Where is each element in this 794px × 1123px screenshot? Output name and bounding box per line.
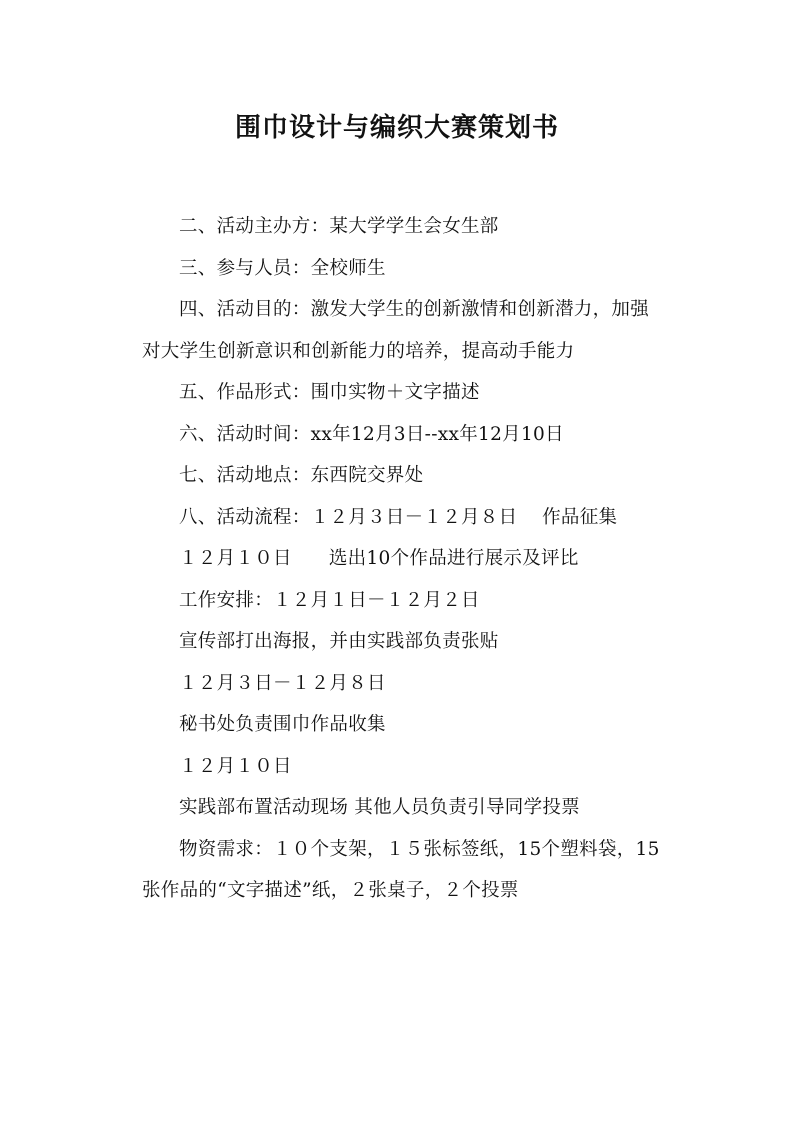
paragraph-collection: 秘书处负责围巾作品收集: [179, 714, 386, 735]
paragraph-participants: 三、参与人员：全校师生: [179, 257, 386, 279]
paragraph-materials: 物资需求：１０个支架，１５张标签纸，15个塑料袋，15张作品的“文字描述”纸，２张桌子，２个投票: [142, 838, 660, 901]
paragraph-date-dec10: １２月１０日: [179, 755, 292, 777]
paragraph-venue-setup: 实践部布置活动现场 其他人员负责引导同学投票: [179, 797, 580, 818]
paragraph-work-arrangement: 工作安排：１２月１日－１２月２日: [179, 589, 480, 611]
paragraph-time: 六、活动时间：xx年12月3日--xx年12月10日: [179, 423, 564, 445]
paragraph-work-form: 五、作品形式：围巾实物＋文字描述: [179, 382, 480, 403]
paragraph-process-dec10: １２月１０日 选出10个作品进行展示及评比: [179, 548, 579, 569]
paragraph-location: 七、活动地点：东西院交界处: [179, 465, 424, 486]
paragraph-process: 八、活动流程：１２月３日－１２月８日 作品征集: [179, 506, 618, 528]
paragraph-publicity: 宣传部打出海报，并由实践部负责张贴: [179, 631, 499, 652]
paragraph-purpose: 四、活动目的：激发大学生的创新激情和创新潜力，加强对大学生创新意识和创新能力的培养，提高动手能力: [142, 299, 650, 362]
paragraph-organizer: 二、活动主办方：某大学学生会女生部: [179, 216, 499, 237]
document-body: [142, 206, 662, 912]
paragraph-dates-dec3-8: １２月３日－１２月８日: [179, 672, 386, 694]
document-title: 围巾设计与编织大赛策划书: [234, 113, 559, 143]
